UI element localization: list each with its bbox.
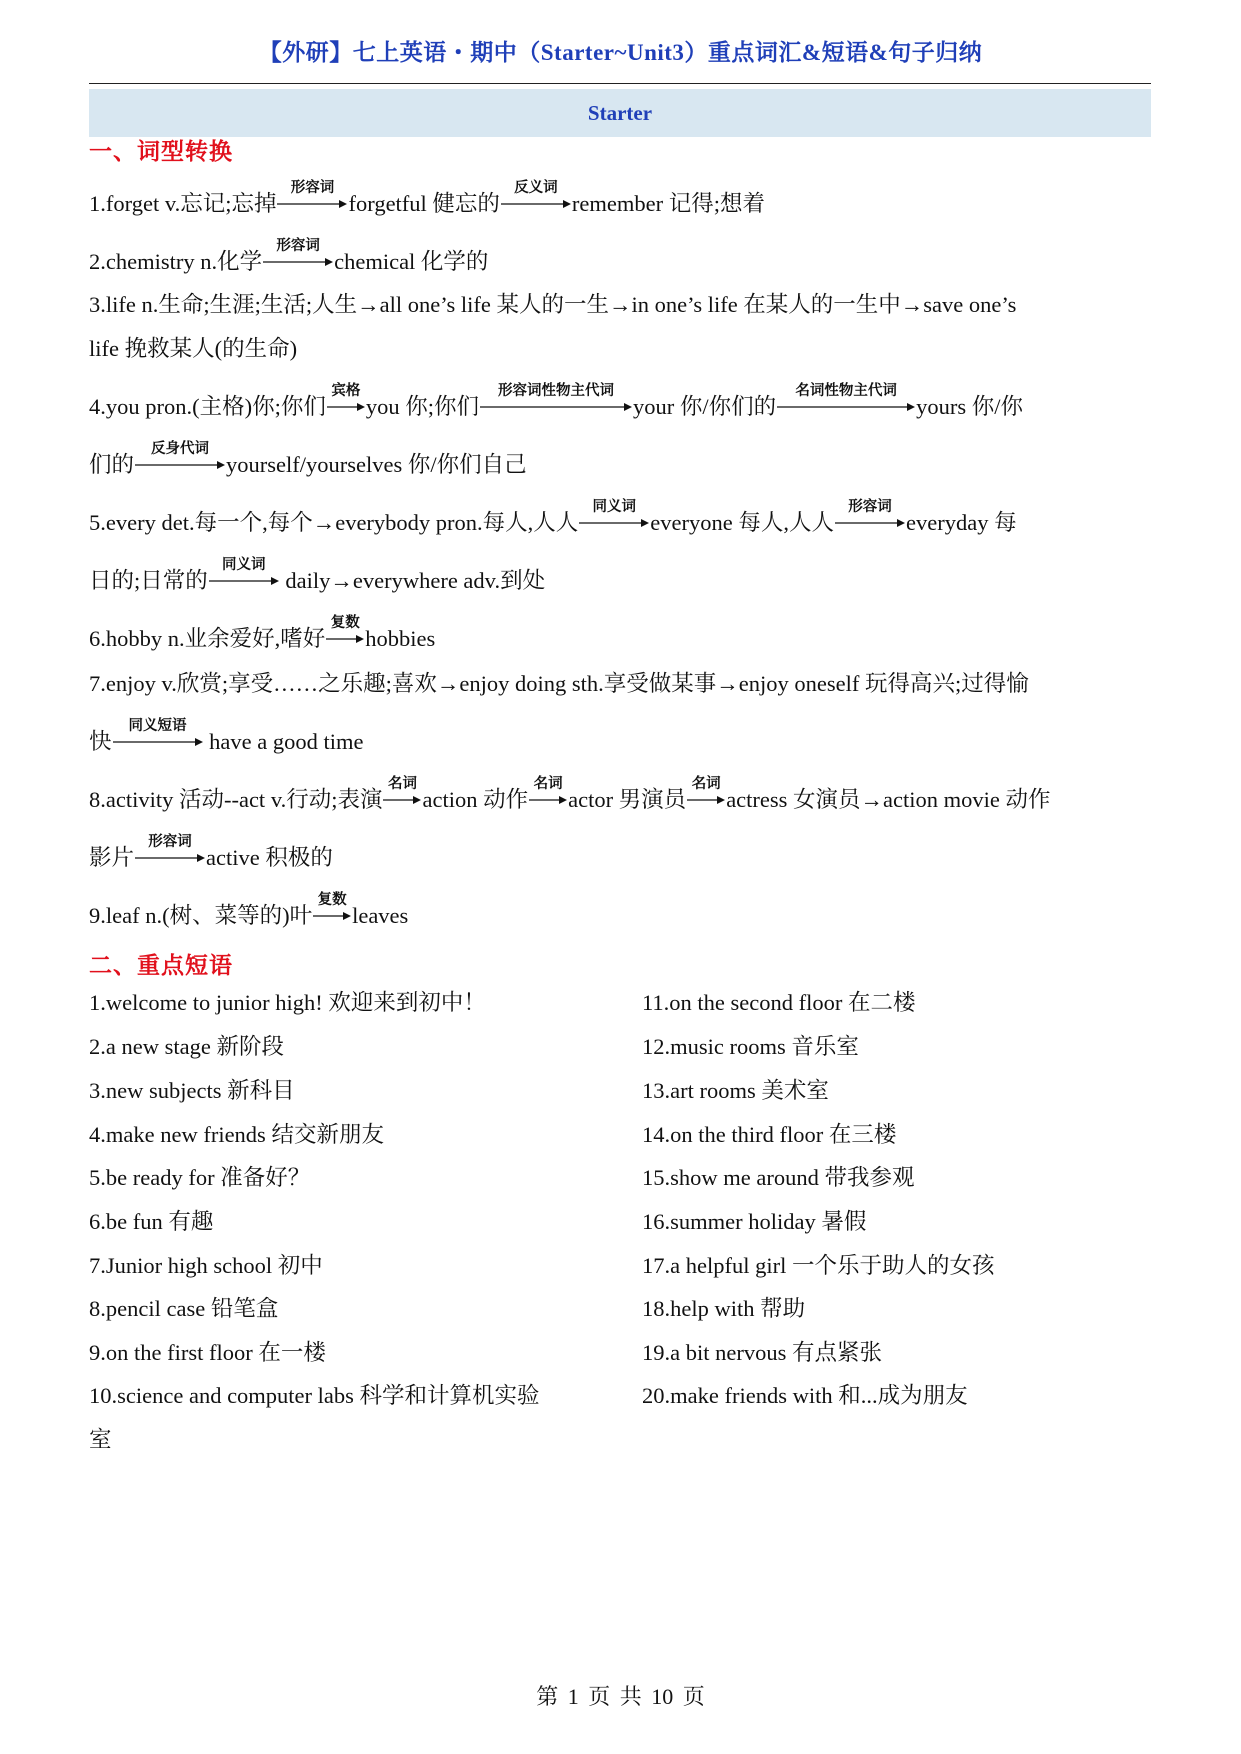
arrow-icon: 同义短语 xyxy=(113,727,203,749)
vocab-text: everyone 每人,人人 xyxy=(650,510,834,535)
page-number-footer: 第 1 页 共 10 页 xyxy=(536,1684,705,1709)
arrow-icon: 形容词性物主代词 xyxy=(480,392,632,414)
vocab-text: 8.activity 活动--act v.行动;表演 xyxy=(89,787,383,812)
vocab-item-6 xyxy=(89,614,436,651)
vocab-text: everyday 每 xyxy=(906,510,1017,535)
arrow-icon: 名词 xyxy=(687,785,725,807)
document-title: 【外研】七上英语・期中（Starter~Unit3）重点词汇&短语&句子归纳 xyxy=(258,40,983,65)
arrow-icon: 名词 xyxy=(529,785,567,807)
vocab-text: your 你/你们的 xyxy=(633,394,777,419)
vocab-item-5-cont xyxy=(89,556,546,593)
vocab-text: yourself/yourselves 你/你们自己 xyxy=(226,452,527,477)
vocab-item-8-cont xyxy=(89,833,333,870)
vocab-item-3: 3.life n.生命;生涯;生活;人生→all one’s life 某人的一生→in one’s life 在某人的一生中→save one’s xyxy=(89,292,1017,317)
arrow-icon: 复数 xyxy=(313,901,351,923)
vocab-text: 影片 xyxy=(89,845,135,870)
phrase-item: 4.make new friends 结交新朋友 xyxy=(89,1122,384,1147)
current-page-number: 1 xyxy=(567,1684,579,1709)
phrase-item: 3.new subjects 新科目 xyxy=(89,1078,295,1103)
vocab-item-4-cont xyxy=(89,440,527,477)
phrase-item: 16.summer holiday 暑假 xyxy=(642,1209,867,1234)
vocab-item-4 xyxy=(89,382,1024,419)
arrow-icon: 宾格 xyxy=(327,392,365,414)
phrase-item: 1.welcome to junior high! 欢迎来到初中！ xyxy=(89,990,486,1015)
vocab-text: 2.chemistry n.化学 xyxy=(89,249,263,274)
phrase-item: 8.pencil case 铅笔盒 xyxy=(89,1296,279,1321)
vocab-item-7-cont xyxy=(89,717,364,754)
vocab-text: active 积极的 xyxy=(206,845,333,870)
heading-key-phrases: 二、重点短语 xyxy=(89,953,233,978)
phrase-item: 13.art rooms 美术室 xyxy=(642,1078,829,1103)
phrase-item: 5.be ready for 准备好？ xyxy=(89,1165,311,1190)
vocab-item-7: 7.enjoy v.欣赏;享受……之乐趣;喜欢→enjoy doing sth.享受做某事→enjoy oneself 玩得高兴;过得愉 xyxy=(89,671,1029,696)
vocab-item-3-cont: life 挽救某人(的生命) xyxy=(89,336,298,361)
arrow-icon: 名词 xyxy=(383,785,421,807)
phrase-item: 2.a new stage 新阶段 xyxy=(89,1034,284,1059)
vocab-text: forgetful 健忘的 xyxy=(348,191,500,216)
arrow-icon: 形容词 xyxy=(135,843,205,865)
heading-word-forms: 一、词型转换 xyxy=(89,139,233,164)
vocab-text: 1.forget v.忘记;忘掉 xyxy=(89,191,277,216)
total-page-count: 10 xyxy=(651,1684,674,1709)
vocab-item-8 xyxy=(89,775,1051,812)
phrase-item: 14.on the third floor 在三楼 xyxy=(642,1122,897,1147)
phrase-item: 11.on the second floor 在二楼 xyxy=(642,990,916,1015)
vocab-text: chemical 化学的 xyxy=(334,249,489,274)
section-title-bar: Starter xyxy=(89,89,1151,137)
arrow-icon: 名词性物主代词 xyxy=(777,392,915,414)
vocab-text: you 你;你们 xyxy=(365,394,479,419)
vocab-item-1 xyxy=(89,179,765,216)
arrow-icon: 同义词 xyxy=(209,566,279,588)
phrase-item: 18.help with 帮助 xyxy=(642,1296,806,1321)
phrase-item: 20.make friends with 和...成为朋友 xyxy=(642,1383,968,1408)
arrow-icon: 形容词 xyxy=(277,189,347,211)
phrase-item: 10.science and computer labs 科学和计算机实验 xyxy=(89,1383,540,1408)
vocab-text: 快 xyxy=(89,729,112,754)
vocab-text: 5.every det.每一个,每个→everybody pron.每人,人人 xyxy=(89,510,579,535)
arrow-icon: 同义词 xyxy=(579,508,649,530)
phrase-item: 6.be fun 有趣 xyxy=(89,1209,214,1234)
vocab-text: have a good time xyxy=(203,729,364,754)
phrase-item: 19.a bit nervous 有点紧张 xyxy=(642,1340,882,1365)
vocab-text: 6.hobby n.业余爱好,嗜好 xyxy=(89,626,326,651)
vocab-text: 9.leaf n.(树、菜等的)叶 xyxy=(89,903,313,928)
vocab-item-5 xyxy=(89,498,1017,535)
vocab-text: 们的 xyxy=(89,452,135,477)
vocab-text: remember 记得;想着 xyxy=(571,191,765,216)
phrase-item: 15.show me around 带我参观 xyxy=(642,1165,915,1190)
vocab-text: 4.you pron.(主格)你;你们 xyxy=(89,394,326,419)
vocab-text: hobbies xyxy=(365,626,436,651)
header-divider xyxy=(89,83,1151,84)
arrow-icon: 复数 xyxy=(326,624,364,646)
vocab-text: actress 女演员→action movie 动作 xyxy=(726,787,1051,812)
arrow-icon: 形容词 xyxy=(263,247,333,269)
phrase-item: 9.on the first floor 在一楼 xyxy=(89,1340,326,1365)
arrow-icon: 反义词 xyxy=(501,189,571,211)
vocab-text: leaves xyxy=(352,903,409,928)
arrow-icon: 形容词 xyxy=(835,508,905,530)
phrase-item-cont: 室 xyxy=(89,1427,112,1452)
vocab-text: yours 你/你 xyxy=(916,394,1024,419)
vocab-text: 日的;日常的 xyxy=(89,568,208,593)
vocab-text: daily→everywhere adv.到处 xyxy=(279,568,546,593)
vocab-item-9 xyxy=(89,891,409,928)
phrase-item: 12.music rooms 音乐室 xyxy=(642,1034,859,1059)
phrase-item: 7.Junior high school 初中 xyxy=(89,1253,323,1278)
arrow-icon: 反身代词 xyxy=(135,450,225,472)
phrase-item: 17.a helpful girl 一个乐于助人的女孩 xyxy=(642,1253,995,1278)
vocab-text: action 动作 xyxy=(422,787,529,812)
vocab-item-2 xyxy=(89,237,489,274)
vocab-text: actor 男演员 xyxy=(568,787,687,812)
